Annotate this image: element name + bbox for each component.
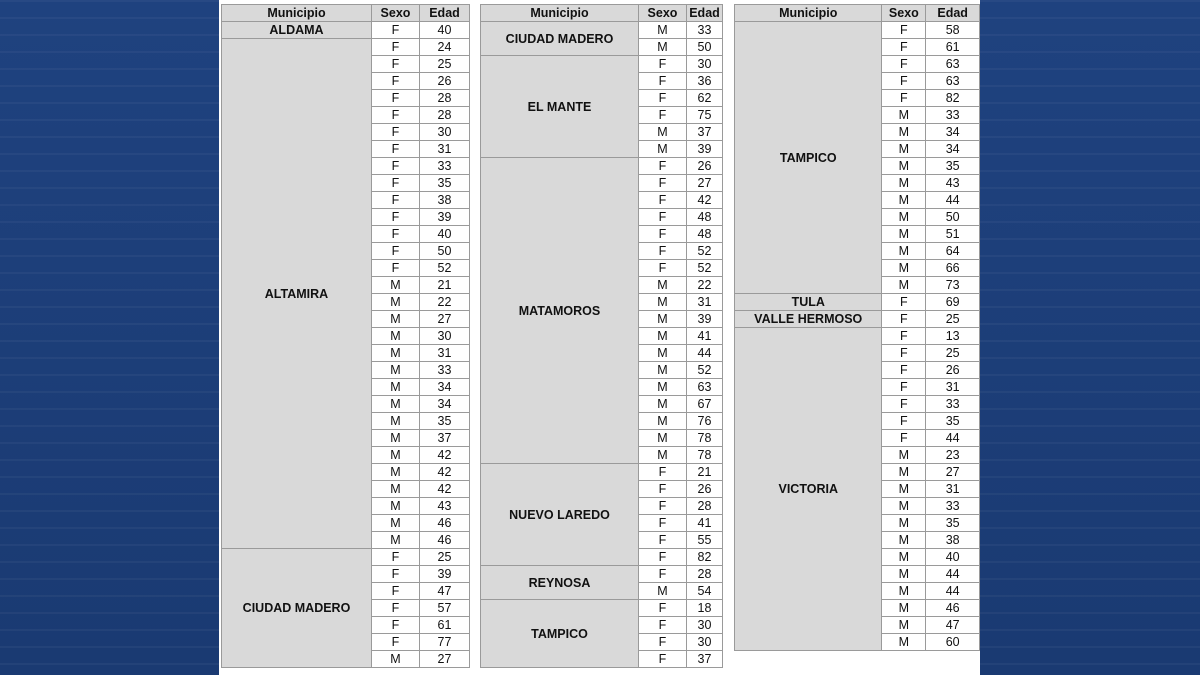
sexo-cell: F xyxy=(882,430,926,447)
edad-cell: 44 xyxy=(687,345,723,362)
edad-cell: 78 xyxy=(687,430,723,447)
sexo-cell: M xyxy=(882,464,926,481)
sexo-cell: F xyxy=(372,634,420,651)
edad-cell: 27 xyxy=(420,311,470,328)
sexo-cell: F xyxy=(372,243,420,260)
document-sheet xyxy=(219,0,980,675)
edad-cell: 43 xyxy=(926,175,980,192)
edad-cell: 47 xyxy=(420,583,470,600)
edad-cell: 31 xyxy=(420,141,470,158)
edad-cell: 63 xyxy=(926,56,980,73)
sexo-cell: F xyxy=(639,90,687,107)
edad-cell: 30 xyxy=(420,328,470,345)
edad-cell: 47 xyxy=(926,617,980,634)
sexo-cell: F xyxy=(882,73,926,90)
table-row xyxy=(481,56,723,73)
edad-cell: 39 xyxy=(420,209,470,226)
sexo-cell: F xyxy=(639,107,687,124)
sexo-cell: M xyxy=(882,277,926,294)
sexo-cell: F xyxy=(639,192,687,209)
sexo-cell: F xyxy=(882,22,926,39)
header-row xyxy=(735,5,980,22)
municipio-cell: CIUDAD MADERO xyxy=(481,22,639,56)
edad-cell: 23 xyxy=(926,447,980,464)
sexo-cell: M xyxy=(372,328,420,345)
table-row xyxy=(222,39,470,56)
sexo-cell: F xyxy=(639,158,687,175)
sexo-cell: F xyxy=(882,56,926,73)
edad-cell: 30 xyxy=(420,124,470,141)
sexo-cell: F xyxy=(372,124,420,141)
sexo-cell: F xyxy=(372,549,420,566)
edad-cell: 52 xyxy=(687,260,723,277)
edad-cell: 21 xyxy=(420,277,470,294)
edad-cell: 38 xyxy=(420,192,470,209)
edad-cell: 58 xyxy=(926,22,980,39)
sexo-cell: F xyxy=(372,175,420,192)
sexo-cell: F xyxy=(639,209,687,226)
edad-cell: 28 xyxy=(687,566,723,583)
table-row xyxy=(481,158,723,175)
edad-cell: 37 xyxy=(687,124,723,141)
sexo-cell: F xyxy=(372,583,420,600)
edad-cell: 40 xyxy=(420,22,470,39)
edad-cell: 48 xyxy=(687,209,723,226)
sexo-cell: F xyxy=(639,600,687,617)
sexo-cell: F xyxy=(882,90,926,107)
sexo-cell: M xyxy=(372,651,420,668)
sexo-cell: M xyxy=(882,260,926,277)
sexo-cell: F xyxy=(372,209,420,226)
header-edad: Edad xyxy=(926,5,980,22)
header-municipio: Municipio xyxy=(222,5,372,22)
sexo-cell: F xyxy=(639,175,687,192)
sexo-cell: M xyxy=(639,379,687,396)
edad-cell: 64 xyxy=(926,243,980,260)
municipio-cell: VALLE HERMOSO xyxy=(735,311,882,328)
sexo-cell: F xyxy=(639,549,687,566)
edad-cell: 34 xyxy=(420,379,470,396)
edad-cell: 34 xyxy=(420,396,470,413)
edad-cell: 27 xyxy=(687,175,723,192)
edad-cell: 33 xyxy=(926,498,980,515)
sexo-cell: F xyxy=(372,141,420,158)
sexo-cell: M xyxy=(882,617,926,634)
municipio-cell: MATAMOROS xyxy=(481,158,639,464)
sexo-cell: F xyxy=(639,464,687,481)
edad-cell: 21 xyxy=(687,464,723,481)
edad-cell: 35 xyxy=(926,413,980,430)
sexo-cell: M xyxy=(372,379,420,396)
sexo-cell: M xyxy=(882,532,926,549)
sexo-cell: M xyxy=(882,498,926,515)
edad-cell: 28 xyxy=(420,107,470,124)
sexo-cell: F xyxy=(639,243,687,260)
edad-cell: 61 xyxy=(926,39,980,56)
background-right xyxy=(980,0,1200,675)
edad-cell: 26 xyxy=(926,362,980,379)
sexo-cell: M xyxy=(639,39,687,56)
sexo-cell: M xyxy=(882,634,926,651)
table-row xyxy=(481,22,723,39)
edad-cell: 24 xyxy=(420,39,470,56)
sexo-cell: F xyxy=(882,362,926,379)
edad-cell: 63 xyxy=(926,73,980,90)
edad-cell: 75 xyxy=(687,107,723,124)
data-table-2 xyxy=(480,4,723,668)
sexo-cell: M xyxy=(372,515,420,532)
sexo-cell: M xyxy=(372,345,420,362)
edad-cell: 62 xyxy=(687,90,723,107)
edad-cell: 78 xyxy=(687,447,723,464)
table-row xyxy=(222,549,470,566)
sexo-cell: M xyxy=(372,430,420,447)
sexo-cell: F xyxy=(372,39,420,56)
data-table-3 xyxy=(734,4,980,651)
edad-cell: 28 xyxy=(687,498,723,515)
sexo-cell: M xyxy=(882,175,926,192)
edad-cell: 52 xyxy=(687,362,723,379)
edad-cell: 39 xyxy=(687,141,723,158)
header-sexo: Sexo xyxy=(639,5,687,22)
edad-cell: 44 xyxy=(926,583,980,600)
sexo-cell: F xyxy=(639,651,687,668)
edad-cell: 82 xyxy=(926,90,980,107)
edad-cell: 42 xyxy=(420,481,470,498)
edad-cell: 34 xyxy=(926,124,980,141)
edad-cell: 30 xyxy=(687,634,723,651)
edad-cell: 31 xyxy=(926,379,980,396)
sexo-cell: M xyxy=(372,413,420,430)
edad-cell: 33 xyxy=(687,22,723,39)
table-row xyxy=(735,294,980,311)
sexo-cell: F xyxy=(639,617,687,634)
municipio-cell: REYNOSA xyxy=(481,566,639,600)
edad-cell: 67 xyxy=(687,396,723,413)
edad-cell: 46 xyxy=(926,600,980,617)
municipio-cell: EL MANTE xyxy=(481,56,639,158)
edad-cell: 39 xyxy=(420,566,470,583)
sexo-cell: F xyxy=(372,260,420,277)
municipio-cell: CIUDAD MADERO xyxy=(222,549,372,668)
edad-cell: 35 xyxy=(926,515,980,532)
sexo-cell: F xyxy=(639,226,687,243)
sexo-cell: M xyxy=(639,124,687,141)
sexo-cell: F xyxy=(372,56,420,73)
edad-cell: 50 xyxy=(687,39,723,56)
sexo-cell: M xyxy=(639,141,687,158)
sexo-cell: F xyxy=(639,515,687,532)
edad-cell: 31 xyxy=(420,345,470,362)
sexo-cell: M xyxy=(882,141,926,158)
sexo-cell: F xyxy=(639,56,687,73)
edad-cell: 52 xyxy=(687,243,723,260)
edad-cell: 30 xyxy=(687,617,723,634)
edad-cell: 63 xyxy=(687,379,723,396)
sexo-cell: M xyxy=(882,481,926,498)
edad-cell: 33 xyxy=(926,107,980,124)
sexo-cell: F xyxy=(372,617,420,634)
sexo-cell: M xyxy=(639,413,687,430)
municipio-cell: VICTORIA xyxy=(735,328,882,651)
municipio-cell: TAMPICO xyxy=(735,22,882,294)
header-edad: Edad xyxy=(687,5,723,22)
header-sexo: Sexo xyxy=(882,5,926,22)
sexo-cell: M xyxy=(882,549,926,566)
edad-cell: 50 xyxy=(926,209,980,226)
sexo-cell: M xyxy=(882,124,926,141)
sexo-cell: M xyxy=(882,209,926,226)
edad-cell: 69 xyxy=(926,294,980,311)
sexo-cell: M xyxy=(882,226,926,243)
municipio-cell: TULA xyxy=(735,294,882,311)
edad-cell: 44 xyxy=(926,192,980,209)
sexo-cell: F xyxy=(372,107,420,124)
sexo-cell: M xyxy=(882,447,926,464)
edad-cell: 22 xyxy=(420,294,470,311)
edad-cell: 57 xyxy=(420,600,470,617)
edad-cell: 27 xyxy=(420,651,470,668)
edad-cell: 38 xyxy=(926,532,980,549)
edad-cell: 40 xyxy=(420,226,470,243)
sexo-cell: F xyxy=(639,634,687,651)
sexo-cell: M xyxy=(882,158,926,175)
sexo-cell: F xyxy=(639,481,687,498)
sexo-cell: F xyxy=(882,294,926,311)
sexo-cell: M xyxy=(882,243,926,260)
table-row xyxy=(735,328,980,345)
table-row xyxy=(735,22,980,39)
header-row xyxy=(481,5,723,22)
sexo-cell: F xyxy=(882,328,926,345)
sexo-cell: F xyxy=(639,260,687,277)
sexo-cell: M xyxy=(372,311,420,328)
table-row xyxy=(481,464,723,481)
sexo-cell: M xyxy=(372,277,420,294)
edad-cell: 26 xyxy=(687,481,723,498)
sexo-cell: M xyxy=(372,481,420,498)
header-row xyxy=(222,5,470,22)
edad-cell: 37 xyxy=(687,651,723,668)
edad-cell: 41 xyxy=(687,515,723,532)
sexo-cell: F xyxy=(882,396,926,413)
sexo-cell: F xyxy=(372,22,420,39)
edad-cell: 52 xyxy=(420,260,470,277)
sexo-cell: M xyxy=(639,22,687,39)
sexo-cell: M xyxy=(372,396,420,413)
sexo-cell: F xyxy=(882,39,926,56)
edad-cell: 25 xyxy=(420,549,470,566)
sexo-cell: F xyxy=(372,158,420,175)
sexo-cell: M xyxy=(882,107,926,124)
edad-cell: 36 xyxy=(687,73,723,90)
edad-cell: 61 xyxy=(420,617,470,634)
municipio-cell: NUEVO LAREDO xyxy=(481,464,639,566)
edad-cell: 33 xyxy=(420,158,470,175)
sexo-cell: M xyxy=(372,294,420,311)
edad-cell: 46 xyxy=(420,532,470,549)
sexo-cell: M xyxy=(372,464,420,481)
sexo-cell: F xyxy=(882,345,926,362)
sexo-cell: M xyxy=(882,566,926,583)
municipio-cell: ALTAMIRA xyxy=(222,39,372,549)
sexo-cell: M xyxy=(372,498,420,515)
edad-cell: 44 xyxy=(926,430,980,447)
table-row xyxy=(481,566,723,583)
sexo-cell: F xyxy=(639,73,687,90)
edad-cell: 35 xyxy=(420,175,470,192)
sexo-cell: F xyxy=(372,226,420,243)
edad-cell: 30 xyxy=(687,56,723,73)
sexo-cell: F xyxy=(639,566,687,583)
edad-cell: 39 xyxy=(687,311,723,328)
edad-cell: 41 xyxy=(687,328,723,345)
edad-cell: 26 xyxy=(687,158,723,175)
edad-cell: 27 xyxy=(926,464,980,481)
edad-cell: 42 xyxy=(687,192,723,209)
sexo-cell: M xyxy=(639,396,687,413)
edad-cell: 44 xyxy=(926,566,980,583)
header-edad: Edad xyxy=(420,5,470,22)
sexo-cell: F xyxy=(882,413,926,430)
sexo-cell: M xyxy=(639,345,687,362)
sexo-cell: F xyxy=(372,566,420,583)
header-sexo: Sexo xyxy=(372,5,420,22)
sexo-cell: M xyxy=(639,430,687,447)
edad-cell: 22 xyxy=(687,277,723,294)
edad-cell: 60 xyxy=(926,634,980,651)
edad-cell: 43 xyxy=(420,498,470,515)
background-left xyxy=(0,0,220,675)
edad-cell: 54 xyxy=(687,583,723,600)
sexo-cell: M xyxy=(639,447,687,464)
edad-cell: 48 xyxy=(687,226,723,243)
edad-cell: 13 xyxy=(926,328,980,345)
sexo-cell: M xyxy=(372,447,420,464)
edad-cell: 51 xyxy=(926,226,980,243)
edad-cell: 31 xyxy=(687,294,723,311)
edad-cell: 42 xyxy=(420,464,470,481)
sexo-cell: F xyxy=(372,73,420,90)
sexo-cell: M xyxy=(882,515,926,532)
sexo-cell: F xyxy=(639,498,687,515)
sexo-cell: M xyxy=(882,583,926,600)
edad-cell: 73 xyxy=(926,277,980,294)
header-municipio: Municipio xyxy=(735,5,882,22)
edad-cell: 77 xyxy=(420,634,470,651)
edad-cell: 42 xyxy=(420,447,470,464)
edad-cell: 25 xyxy=(926,311,980,328)
edad-cell: 66 xyxy=(926,260,980,277)
edad-cell: 18 xyxy=(687,600,723,617)
sexo-cell: M xyxy=(639,328,687,345)
sexo-cell: F xyxy=(372,600,420,617)
sexo-cell: M xyxy=(639,294,687,311)
edad-cell: 33 xyxy=(926,396,980,413)
sexo-cell: M xyxy=(639,277,687,294)
sexo-cell: F xyxy=(882,379,926,396)
sexo-cell: M xyxy=(882,192,926,209)
sexo-cell: F xyxy=(639,532,687,549)
sexo-cell: M xyxy=(372,362,420,379)
edad-cell: 34 xyxy=(926,141,980,158)
sexo-cell: F xyxy=(882,311,926,328)
edad-cell: 25 xyxy=(420,56,470,73)
edad-cell: 26 xyxy=(420,73,470,90)
table-row xyxy=(222,22,470,39)
edad-cell: 28 xyxy=(420,90,470,107)
data-table-1 xyxy=(221,4,470,668)
table-row xyxy=(481,600,723,617)
sexo-cell: M xyxy=(639,311,687,328)
edad-cell: 50 xyxy=(420,243,470,260)
edad-cell: 37 xyxy=(420,430,470,447)
sexo-cell: F xyxy=(372,192,420,209)
sexo-cell: F xyxy=(372,90,420,107)
edad-cell: 25 xyxy=(926,345,980,362)
edad-cell: 31 xyxy=(926,481,980,498)
edad-cell: 82 xyxy=(687,549,723,566)
municipio-cell: TAMPICO xyxy=(481,600,639,668)
sexo-cell: M xyxy=(882,600,926,617)
table-row xyxy=(735,311,980,328)
edad-cell: 40 xyxy=(926,549,980,566)
edad-cell: 46 xyxy=(420,515,470,532)
municipio-cell: ALDAMA xyxy=(222,22,372,39)
edad-cell: 35 xyxy=(926,158,980,175)
sexo-cell: M xyxy=(639,583,687,600)
sexo-cell: M xyxy=(639,362,687,379)
sexo-cell: M xyxy=(372,532,420,549)
edad-cell: 76 xyxy=(687,413,723,430)
header-municipio: Municipio xyxy=(481,5,639,22)
edad-cell: 33 xyxy=(420,362,470,379)
edad-cell: 35 xyxy=(420,413,470,430)
edad-cell: 55 xyxy=(687,532,723,549)
